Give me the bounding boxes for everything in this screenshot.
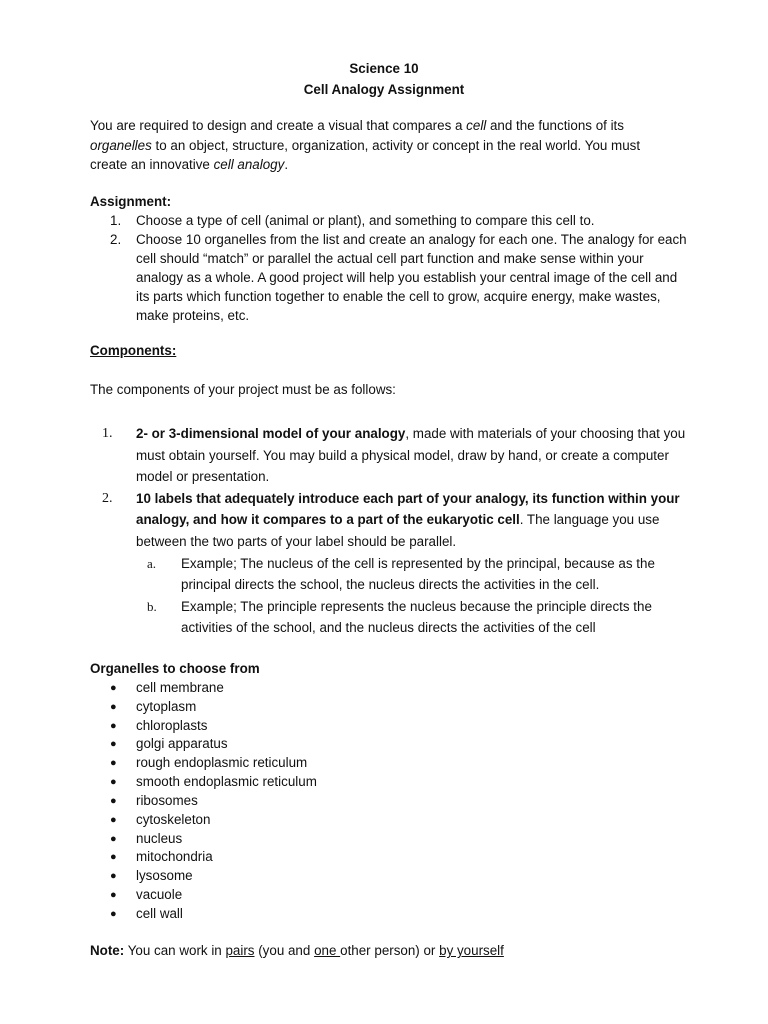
bullet-icon: ● xyxy=(110,907,117,920)
bullet-icon: ● xyxy=(110,776,117,789)
document-title xyxy=(0,58,768,100)
intro-paragraph: You are required to design and create a visual that compares a cell and the functions of its organelles to an object, structure, organization, activity or concept in the real world. You must create an innovative cell analogy. xyxy=(90,118,641,172)
components-heading: Components: xyxy=(90,343,177,358)
intro-organelles: organelles xyxy=(90,137,152,153)
bullet-icon: ● xyxy=(110,794,117,807)
organelles-heading: Organelles to choose from xyxy=(90,661,260,676)
list-item: ● chloroplasts xyxy=(90,717,690,736)
organelles-section xyxy=(90,660,690,924)
list-item: ● cell wall xyxy=(90,905,690,924)
bullet-icon: ● xyxy=(110,719,117,732)
note-one: one xyxy=(314,943,341,958)
note-label: Note: xyxy=(90,943,125,958)
list-item: 2. Choose 10 organelles from the list and create an analogy for each one. The analogy for each cell should “match” or parallel the actual cell part function and make sense within your analogy as a whole. A good project will help you establish your central image of the cell and its parts which function together to enable the cell to grow, acquire energy, make wastes, make proteins, etc. xyxy=(110,232,687,323)
organelles-list xyxy=(90,679,690,924)
bullet-icon: ● xyxy=(110,870,117,883)
components-intro: The components of your project must be as follows: xyxy=(90,382,396,397)
bullet-icon: ● xyxy=(110,889,117,902)
bullet-icon: ● xyxy=(110,700,117,713)
list-item: 1. 2- or 3-dimensional model of your analogy, made with materials of your choosing that you must obtain yourself. You may build a physical model, draw by hand, or create a computer model or presentation. xyxy=(102,426,686,485)
list-item: 2. 10 labels that adequately introduce each part of your analogy, its function within your analogy, and how it compares to a part of the eukaryotic cell. The language you use between the two parts of your label should be parallel. xyxy=(102,490,680,549)
list-item: ● cell membrane xyxy=(90,679,690,698)
list-item: ● mitochondria xyxy=(90,848,690,867)
assignment-heading: Assignment: xyxy=(90,194,172,209)
list-item: ● cytoplasm xyxy=(90,698,690,717)
note-line: Note: You can work in pairs (you and one other person) or by yourself xyxy=(90,943,504,958)
note-pairs: pairs xyxy=(225,943,255,958)
list-item: 1. Choose a type of cell (animal or plant), and something to compare this cell to. xyxy=(110,213,595,228)
bullet-icon: ● xyxy=(110,832,117,845)
list-item: ● rough endoplasmic reticulum xyxy=(90,754,690,773)
bullet-icon: ● xyxy=(110,757,117,770)
list-item: ● golgi apparatus xyxy=(90,735,690,754)
bullet-icon: ● xyxy=(110,813,117,826)
list-item: ● vacuole xyxy=(90,886,690,905)
intro-cell-analogy: cell analogy xyxy=(213,157,285,172)
list-item: ● ribosomes xyxy=(90,792,690,811)
assignment-title: Cell Analogy Assignment xyxy=(303,82,465,97)
list-item: ● smooth endoplasmic reticulum xyxy=(90,773,690,792)
note-by-yourself: by yourself xyxy=(439,943,504,958)
components-list xyxy=(90,423,690,639)
course-title: Science 10 xyxy=(349,61,419,76)
list-item: ● cytoskeleton xyxy=(90,811,690,830)
example-item: b. Example; The principle represents the nucleus because the principle directs the activities of the school, and the nucleus directs the activities of the cell xyxy=(147,598,652,636)
bullet-icon: ● xyxy=(110,851,117,864)
intro-cell: cell xyxy=(466,118,487,133)
bullet-icon: ● xyxy=(110,738,117,751)
assignment-section xyxy=(90,192,690,325)
bullet-icon: ● xyxy=(110,681,117,694)
assignment-list xyxy=(90,211,690,325)
example-item: a. Example; The nucleus of the cell is represented by the principal, because as the principal directs the school, the nucleus directs the activities in the cell. xyxy=(147,555,655,593)
list-item: ● lysosome xyxy=(90,867,690,886)
list-item: ● nucleus xyxy=(90,830,690,849)
